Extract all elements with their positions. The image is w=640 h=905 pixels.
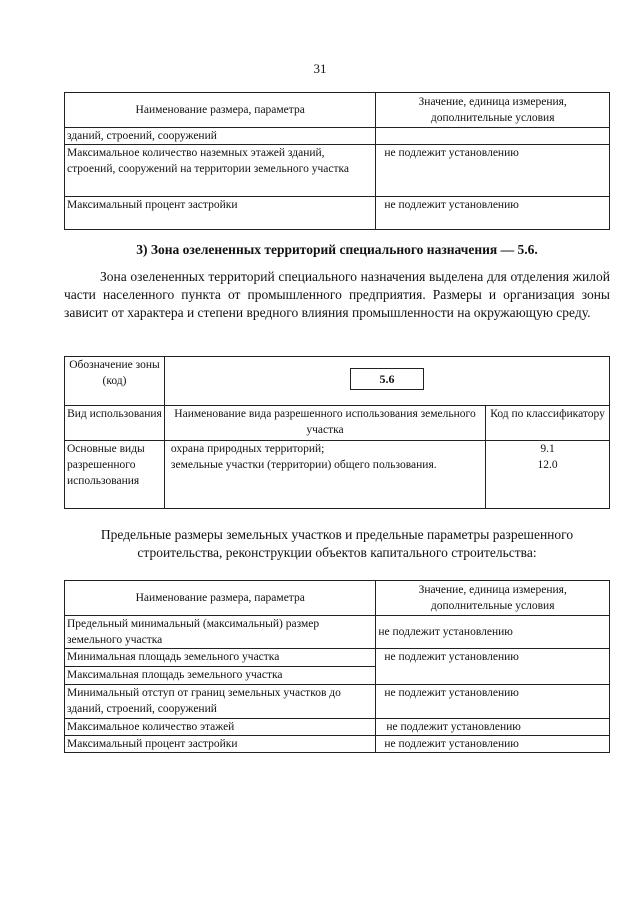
zone-table: [64, 356, 610, 509]
param-cell: Минимальный отступ от границ земельных участков до зданий, строений, сооружений: [65, 685, 376, 719]
use-item: охрана природных территорий;: [170, 443, 325, 455]
limits-subheading: Предельные размеры земельных участков и предельные параметры разрешенного строительства, реконструкции объектов капитального строительства:: [100, 527, 574, 560]
table-header-row: [65, 93, 610, 128]
header-value: Значение, единица измерения, дополнительные условия: [376, 581, 610, 616]
value-cell: [376, 128, 610, 145]
value-cell: не подлежит установлению: [376, 736, 610, 753]
uses-cell: [164, 441, 485, 509]
table-row: [65, 719, 610, 736]
section-heading: 3) Зона озелененных территорий специального назначения — 5.6.: [136, 242, 538, 257]
value-cell: не подлежит установлению: [376, 685, 610, 719]
params-table-bottom: [64, 580, 610, 753]
param-cell: зданий, строений, сооружений: [65, 128, 376, 145]
table-row: [65, 649, 610, 667]
param-cell: Максимальный процент застройки: [65, 736, 376, 753]
value-cell: не подлежит установлению: [376, 145, 610, 197]
header-param: Наименование размера, параметра: [65, 581, 376, 616]
value-cell: не подлежит установлению: [376, 719, 610, 736]
param-cell: Максимальный процент застройки: [65, 197, 376, 230]
kind-cell: Основные виды разрешенного использования: [65, 441, 165, 509]
params-table-top: [64, 92, 610, 230]
header-value: Значение, единица измерения, дополнительные условия: [376, 93, 610, 128]
zone-code-row: [65, 357, 610, 406]
table-row: [65, 736, 610, 753]
value-cell: не подлежит установлению: [376, 649, 610, 685]
header-kind: Вид использования: [65, 406, 165, 441]
header-use-name: Наименование вида разрешенного использования земельного участка: [164, 406, 485, 441]
param-cell: Предельный минимальный (максимальный) размер земельного участка: [65, 616, 376, 649]
codes-cell: [486, 441, 610, 509]
table-row: [65, 128, 610, 145]
table-row: [65, 616, 610, 649]
zone-label: Обозначение зоны (код): [65, 357, 165, 406]
table-row: [65, 145, 610, 197]
table-header-row: [65, 406, 610, 441]
zone-code-cell: [164, 357, 609, 406]
zone-code: 5.6: [350, 368, 424, 390]
table-row: [65, 197, 610, 230]
param-cell: Максимальное количество наземных этажей зданий, строений, сооружений на территории земельного участка: [65, 145, 376, 197]
header-code: Код по классификатору: [486, 406, 610, 441]
code-item: 12.0: [537, 459, 558, 471]
value-cell: не подлежит установлению: [376, 616, 610, 649]
code-item: 9.1: [540, 443, 555, 455]
param-cell: Минимальная площадь земельного участка: [65, 649, 376, 667]
param-cell: Максимальное количество этажей: [65, 719, 376, 736]
table-header-row: [65, 581, 610, 616]
value-cell: не подлежит установлению: [376, 197, 610, 230]
table-row: [65, 685, 610, 719]
use-item: земельные участки (территории) общего пользования.: [170, 459, 437, 471]
param-cell: Максимальная площадь земельного участка: [65, 667, 376, 685]
page-number: 31: [313, 61, 327, 76]
section-paragraph: Зона озелененных территорий специального назначения выделена для отделения жилой части населенного пункта от промышленного предприятия. Размеры и организация зоны зависит от характера и степени вредного влияния промышленности на окружающую среду.: [64, 269, 610, 320]
table-row: [65, 441, 610, 509]
header-param: Наименование размера, параметра: [65, 93, 376, 128]
